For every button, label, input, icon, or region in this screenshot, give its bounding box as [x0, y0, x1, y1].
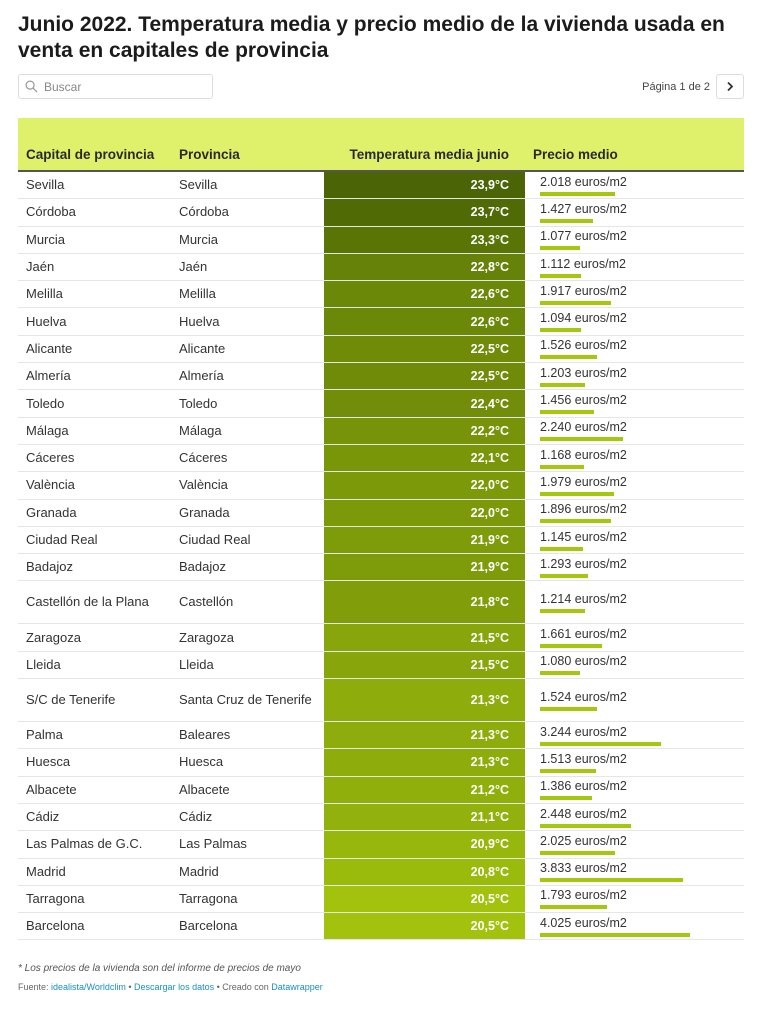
temperature-value: 20,8°C	[470, 864, 509, 879]
cell-temperatura	[324, 281, 525, 307]
source-line	[18, 982, 323, 992]
table-row	[18, 886, 744, 913]
cell-precio	[525, 418, 744, 444]
price-value: 1.456 euros/m2	[540, 393, 627, 408]
cell-capital: Alicante	[26, 340, 73, 356]
price-bar	[540, 355, 597, 359]
cell-provincia: Sevilla	[179, 177, 218, 193]
price-value: 3.244 euros/m2	[540, 724, 627, 739]
table-row	[18, 199, 744, 226]
cell-provincia: Málaga	[179, 422, 222, 438]
table-row	[18, 336, 744, 363]
cell-precio	[525, 777, 744, 803]
temperature-value: 21,9°C	[470, 560, 509, 575]
page-indicator: Página 1 de 2	[642, 80, 710, 93]
temperature-value: 22,0°C	[470, 505, 509, 520]
cell-temperatura	[324, 418, 525, 444]
price-bar	[540, 274, 581, 278]
table-row	[18, 913, 744, 940]
temperature-value: 22,4°C	[470, 396, 509, 411]
price-bar	[540, 547, 583, 551]
footnote: * Los precios de la vivienda son del informe de precios de mayo	[18, 963, 301, 974]
cell-provincia: Huelva	[179, 313, 220, 329]
temperature-value: 21,2°C	[470, 782, 509, 797]
cell-precio	[525, 527, 744, 553]
cell-precio	[525, 172, 744, 198]
price-bar	[540, 192, 615, 196]
price-value: 1.524 euros/m2	[540, 689, 627, 704]
temperature-value: 22,6°C	[470, 287, 509, 302]
cell-temperatura	[324, 581, 525, 623]
table-row	[18, 500, 744, 527]
price-bar	[540, 328, 581, 332]
temperature-value: 23,3°C	[470, 232, 509, 247]
cell-temperatura	[324, 913, 525, 939]
cell-temperatura	[324, 859, 525, 885]
price-value: 1.896 euros/m2	[540, 502, 627, 517]
table-row	[18, 581, 744, 624]
search-icon	[25, 80, 38, 93]
cell-precio	[525, 254, 744, 280]
temperature-value: 21,3°C	[470, 693, 509, 708]
price-value: 1.168 euros/m2	[540, 447, 627, 462]
price-value: 1.513 euros/m2	[540, 751, 627, 766]
cell-precio	[525, 227, 744, 253]
cell-temperatura	[324, 500, 525, 526]
cell-precio	[525, 624, 744, 650]
temperature-value: 20,5°C	[470, 919, 509, 934]
price-bar	[540, 301, 611, 305]
cell-provincia: Alicante	[179, 340, 226, 356]
table-row	[18, 554, 744, 581]
price-bar	[540, 465, 584, 469]
cell-capital: Huelva	[26, 313, 67, 329]
temperature-value: 22,5°C	[470, 369, 509, 384]
table-row	[18, 831, 744, 858]
table-row	[18, 722, 744, 749]
pagination	[642, 74, 744, 99]
cell-capital: Almería	[26, 368, 71, 384]
cell-temperatura	[324, 722, 525, 748]
cell-temperatura	[324, 777, 525, 803]
price-value: 1.112 euros/m2	[540, 256, 626, 271]
temperature-value: 21,3°C	[470, 755, 509, 770]
cell-capital: Málaga	[26, 422, 69, 438]
cell-precio	[525, 554, 744, 580]
table-row	[18, 472, 744, 499]
price-value: 1.386 euros/m2	[540, 779, 627, 794]
cell-capital: Melilla	[26, 286, 63, 302]
price-bar	[540, 769, 596, 773]
cell-provincia: Zaragoza	[179, 629, 234, 645]
cell-capital: Huesca	[26, 754, 71, 770]
cell-capital: Barcelona	[26, 918, 85, 934]
next-page-button[interactable]	[716, 74, 744, 99]
cell-provincia: Huesca	[179, 754, 224, 770]
cell-precio	[525, 363, 744, 389]
cell-precio	[525, 472, 744, 498]
table-row	[18, 363, 744, 390]
cell-provincia: Melilla	[179, 286, 216, 302]
temperature-value: 21,5°C	[470, 657, 509, 672]
price-value: 1.979 euros/m2	[540, 474, 627, 489]
price-bar	[540, 437, 623, 441]
cell-capital: Ciudad Real	[26, 532, 98, 547]
cell-provincia: Badajoz	[179, 559, 226, 575]
cell-precio	[525, 749, 744, 775]
cell-capital: Murcia	[26, 231, 66, 247]
temperature-value: 21,5°C	[470, 630, 509, 645]
cell-provincia: Almería	[179, 368, 224, 384]
cell-provincia: Castellón	[179, 594, 234, 610]
source-link[interactable]: idealista/Worldclim	[51, 982, 126, 992]
source-prefix: Fuente:	[18, 982, 52, 992]
price-bar	[540, 410, 594, 414]
cell-capital: Palma	[26, 727, 63, 743]
price-bar	[540, 644, 602, 648]
cell-provincia: Madrid	[179, 863, 219, 879]
table-row	[18, 527, 744, 554]
price-bar	[540, 219, 593, 223]
cell-temperatura	[324, 554, 525, 580]
cell-precio	[525, 831, 744, 857]
table-header	[18, 118, 744, 172]
cell-provincia: Las Palmas	[179, 836, 247, 852]
price-bar	[540, 878, 683, 882]
table-row	[18, 777, 744, 804]
datawrapper-link[interactable]: Datawrapper	[271, 982, 323, 992]
temperature-value: 22,6°C	[470, 314, 509, 329]
table-body	[18, 172, 744, 940]
table-row	[18, 390, 744, 417]
price-value: 1.427 euros/m2	[540, 201, 627, 216]
cell-provincia: Ciudad Real	[179, 532, 251, 547]
temperature-value: 20,5°C	[470, 891, 509, 906]
price-value: 1.526 euros/m2	[540, 338, 627, 353]
price-value: 2.018 euros/m2	[540, 174, 627, 189]
cell-provincia: Cádiz	[179, 809, 213, 825]
cell-precio	[525, 308, 744, 334]
cell-temperatura	[324, 804, 525, 830]
cell-provincia: Granada	[179, 504, 230, 520]
cell-temperatura	[324, 679, 525, 721]
price-value: 1.917 euros/m2	[540, 283, 627, 298]
cell-provincia: Murcia	[179, 231, 219, 247]
table-row	[18, 749, 744, 776]
table-row	[18, 418, 744, 445]
cell-capital: Las Palmas de G.C.	[26, 836, 143, 852]
temperature-value: 21,1°C	[470, 810, 509, 825]
cell-capital: Badajoz	[26, 559, 73, 575]
cell-temperatura	[324, 886, 525, 912]
price-value: 2.025 euros/m2	[540, 833, 627, 848]
temperature-value: 21,3°C	[470, 728, 509, 743]
price-bar	[540, 671, 580, 675]
temperature-value: 22,0°C	[470, 478, 509, 493]
cell-precio	[525, 281, 744, 307]
cell-capital: Tarragona	[26, 890, 85, 906]
cell-precio	[525, 500, 744, 526]
price-bar	[540, 933, 690, 937]
cell-capital: Lleida	[26, 656, 61, 672]
cell-capital: Toledo	[26, 395, 65, 411]
search-input[interactable]	[44, 80, 204, 94]
table-row	[18, 254, 744, 281]
temperature-value: 21,8°C	[470, 595, 509, 610]
price-value: 1.080 euros/m2	[540, 654, 627, 669]
price-value: 1.214 euros/m2	[540, 591, 627, 606]
cell-precio	[525, 679, 744, 721]
cell-capital: Zaragoza	[26, 629, 81, 645]
table-row	[18, 308, 744, 335]
cell-capital: Madrid	[26, 863, 66, 879]
cell-temperatura	[324, 308, 525, 334]
price-value: 1.077 euros/m2	[540, 229, 627, 244]
cell-precio	[525, 913, 744, 939]
cell-temperatura	[324, 624, 525, 650]
table-row	[18, 652, 744, 679]
cell-temperatura	[324, 390, 525, 416]
column-header-precio[interactable]: Precio medio	[533, 147, 618, 162]
separator: • Creado con	[214, 982, 272, 992]
cell-provincia: Albacete	[179, 781, 230, 797]
cell-capital: Cáceres	[26, 450, 75, 466]
cell-temperatura	[324, 831, 525, 857]
cell-precio	[525, 336, 744, 362]
table-row	[18, 172, 744, 199]
table-row	[18, 679, 744, 722]
price-bar	[540, 519, 611, 523]
cell-capital: Cádiz	[26, 809, 60, 825]
separator: •	[125, 982, 135, 992]
price-value: 1.793 euros/m2	[540, 888, 627, 903]
cell-precio	[525, 652, 744, 678]
cell-provincia: Lleida	[179, 656, 214, 672]
cell-precio	[525, 722, 744, 748]
cell-provincia: Jaén	[179, 259, 208, 275]
price-bar	[540, 905, 607, 909]
cell-temperatura	[324, 527, 525, 553]
cell-precio	[525, 859, 744, 885]
temperature-value: 21,9°C	[470, 533, 509, 547]
table-row	[18, 859, 744, 886]
data-table	[18, 118, 744, 940]
price-bar	[540, 246, 580, 250]
price-bar	[540, 707, 597, 711]
table-row	[18, 804, 744, 831]
table-row	[18, 445, 744, 472]
cell-provincia: Toledo	[179, 395, 218, 411]
price-bar	[540, 574, 588, 578]
cell-provincia: Santa Cruz de Tenerife	[179, 692, 312, 708]
price-value: 2.240 euros/m2	[540, 420, 627, 435]
cell-temperatura	[324, 445, 525, 471]
cell-provincia: Tarragona	[179, 890, 238, 906]
price-value: 1.094 euros/m2	[540, 311, 627, 326]
cell-temperatura	[324, 336, 525, 362]
cell-capital: Córdoba	[26, 204, 76, 220]
price-value: 1.145 euros/m2	[540, 529, 627, 544]
cell-temperatura	[324, 199, 525, 225]
price-bar	[540, 609, 585, 613]
cell-provincia: Barcelona	[179, 918, 238, 934]
chart-title: Junio 2022. Temperatura media y precio medio de la vivienda usada en venta en capitales de provincia	[18, 13, 725, 62]
cell-temperatura	[324, 254, 525, 280]
temperature-value: 22,8°C	[470, 260, 509, 275]
cell-provincia: València	[179, 477, 228, 493]
column-header-temperatura[interactable]: Temperatura media junio	[349, 147, 509, 162]
cell-capital: Castellón de la Plana	[26, 594, 149, 610]
column-header-capital[interactable]: Capital de provincia	[26, 147, 155, 162]
price-bar	[540, 492, 614, 496]
price-value: 1.293 euros/m2	[540, 556, 627, 571]
temperature-value: 23,7°C	[470, 205, 509, 220]
cell-precio	[525, 581, 744, 623]
price-bar	[540, 851, 615, 855]
cell-temperatura	[324, 652, 525, 678]
chevron-right-icon	[726, 81, 734, 92]
cell-precio	[525, 390, 744, 416]
table-row	[18, 227, 744, 254]
price-bar	[540, 742, 661, 746]
price-value: 1.661 euros/m2	[540, 627, 627, 642]
cell-temperatura	[324, 363, 525, 389]
cell-capital: Sevilla	[26, 177, 65, 193]
temperature-value: 22,2°C	[470, 423, 509, 438]
price-value: 3.833 euros/m2	[540, 861, 627, 876]
cell-precio	[525, 886, 744, 912]
cell-capital: València	[26, 477, 75, 493]
cell-precio	[525, 199, 744, 225]
cell-provincia: Baleares	[179, 727, 231, 743]
table-row	[18, 281, 744, 308]
temperature-value: 23,9°C	[470, 178, 509, 193]
cell-capital: Granada	[26, 504, 77, 520]
column-header-provincia[interactable]: Provincia	[179, 147, 240, 162]
cell-capital: Albacete	[26, 781, 77, 797]
cell-precio	[525, 445, 744, 471]
cell-provincia: Cáceres	[179, 450, 228, 466]
cell-capital: S/C de Tenerife	[26, 692, 116, 708]
cell-precio	[525, 804, 744, 830]
price-value: 4.025 euros/m2	[540, 915, 627, 930]
price-bar	[540, 796, 592, 800]
price-value: 2.448 euros/m2	[540, 806, 627, 821]
temperature-value: 22,5°C	[470, 341, 509, 356]
cell-temperatura	[324, 172, 525, 198]
table-row	[18, 624, 744, 651]
price-bar	[540, 824, 631, 828]
price-value: 1.203 euros/m2	[540, 365, 627, 380]
download-data-link[interactable]: Descargar los datos	[134, 982, 215, 992]
temperature-value: 22,1°C	[470, 451, 509, 466]
search-box[interactable]	[18, 74, 213, 99]
price-bar	[540, 383, 585, 387]
cell-temperatura	[324, 227, 525, 253]
cell-temperatura	[324, 472, 525, 498]
cell-provincia: Córdoba	[179, 204, 229, 220]
cell-temperatura	[324, 749, 525, 775]
cell-capital: Jaén	[26, 259, 55, 275]
temperature-value: 20,9°C	[470, 837, 509, 852]
